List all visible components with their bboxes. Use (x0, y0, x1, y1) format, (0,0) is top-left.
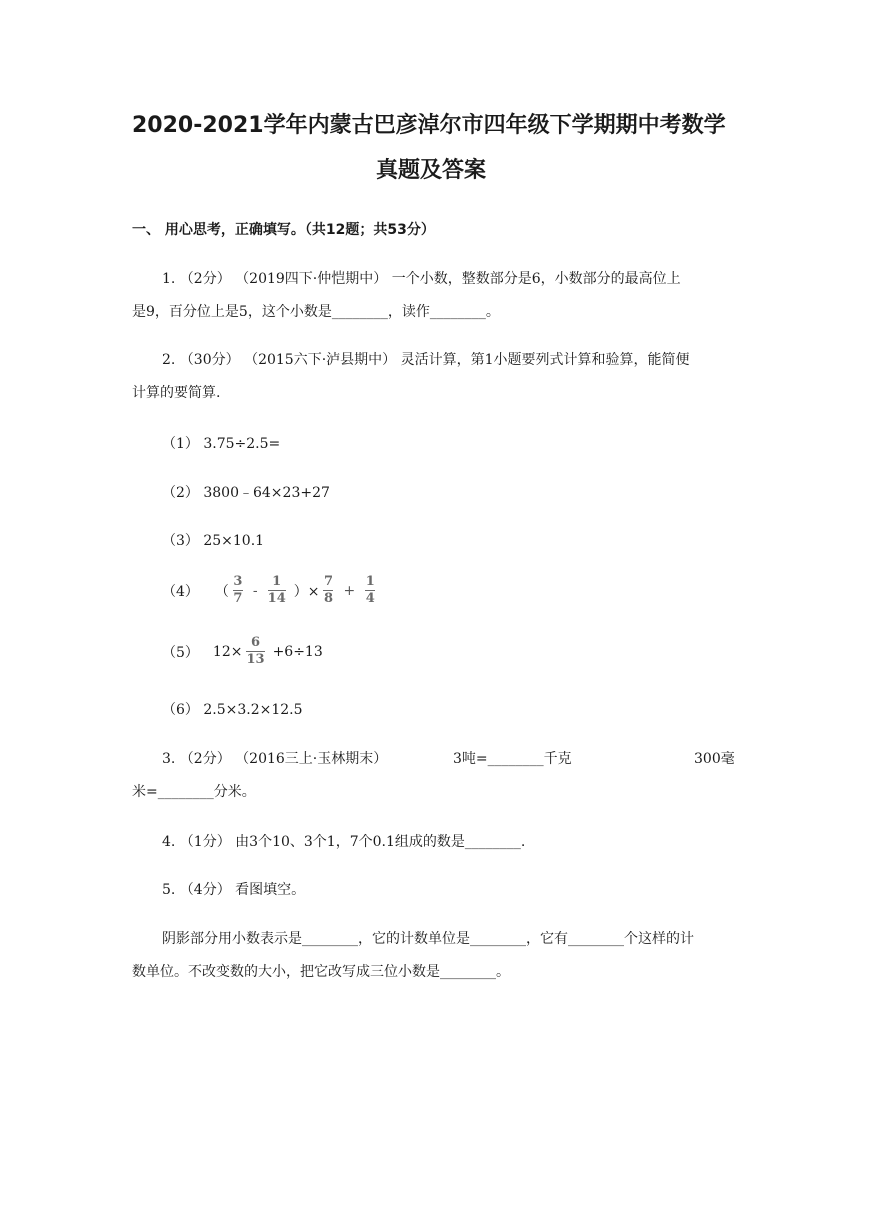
plus-sign: + (343, 582, 356, 599)
minus-sign: - (252, 582, 258, 599)
question-1-line1: 1. （2分） （2019四下·仲恺期中） 一个小数，整数部分是6，小数部分的最高位上 (162, 271, 681, 287)
question-2-line1: 2. （30分） （2015六下·泸县期中） 灵活计算，第1小题要列式计算和验算，能简便 (162, 352, 690, 368)
sub4-open-paren: （ (214, 583, 229, 600)
fraction-6-13 (246, 636, 264, 667)
question-2-sub2: （2） 3800﹣64×23+27 (162, 485, 330, 501)
fraction-numerator: 7 (323, 574, 333, 589)
question-3-line1-left: 3. （2分） （2016三上·玉林期末） (162, 751, 388, 767)
sub4-close-times: ）× (293, 583, 320, 600)
fraction-denominator: 13 (246, 652, 265, 667)
question-3-line2: 米=________分米。 (132, 784, 256, 800)
sub5-prefix: 12× (212, 643, 243, 660)
question-2-sub5 (162, 636, 323, 667)
question-1-line2: 是9，百分位上是5，这个小数是________，读作________。 (132, 304, 500, 320)
question-2-sub3: （3） 25×10.1 (162, 533, 265, 549)
question-4-line1: 4. （1分） 由3个10、3个1，7个0.1组成的数是________. (162, 834, 526, 850)
fraction-denominator: 8 (323, 591, 333, 606)
fraction-numerator: 1 (272, 574, 282, 589)
fraction-numerator: 6 (250, 635, 261, 650)
section-heading: 一、 用心思考，正确填写。（共12题；共53分） (132, 222, 435, 238)
fraction-denominator: 14 (267, 591, 286, 606)
question-5-line1: 5. （4分） 看图填空。 (162, 882, 306, 898)
question-2-sub6: （6） 2.5×3.2×12.5 (162, 702, 303, 718)
question-2-sub1: （1） 3.75÷2.5= (162, 436, 281, 452)
question-5-paragraph-line1: 阴影部分用小数表示是________，它的计数单位是________，它有________个这样的计 (162, 931, 694, 947)
question-3-line1-right: 300毫 (694, 751, 735, 767)
fraction-1-14 (268, 575, 286, 606)
sub5-label: （5） (162, 644, 199, 661)
fraction-denominator: 4 (365, 591, 375, 606)
doc-title-line1: 2020-2021学年内蒙古巴彦淖尔市四年级下学期期中考数学 (132, 113, 726, 138)
question-2-line2: 计算的要简算. (132, 385, 221, 401)
question-2-sub4 (162, 575, 379, 606)
fraction-1-4 (365, 575, 375, 606)
fraction-numerator: 3 (233, 574, 243, 589)
fraction-7-8 (323, 575, 333, 606)
question-5-paragraph-line2: 数单位。不改变数的大小，把它改写成三位小数是________。 (132, 964, 510, 980)
fraction-3-7 (233, 575, 243, 606)
doc-title-line2: 真题及答案 (376, 158, 487, 183)
question-3-line1-mid: 3吨=________千克 (453, 751, 572, 767)
sub5-suffix: +6÷13 (272, 643, 323, 660)
sub4-label: （4） (162, 583, 199, 600)
fraction-denominator: 7 (233, 591, 243, 606)
fraction-numerator: 1 (365, 574, 375, 589)
